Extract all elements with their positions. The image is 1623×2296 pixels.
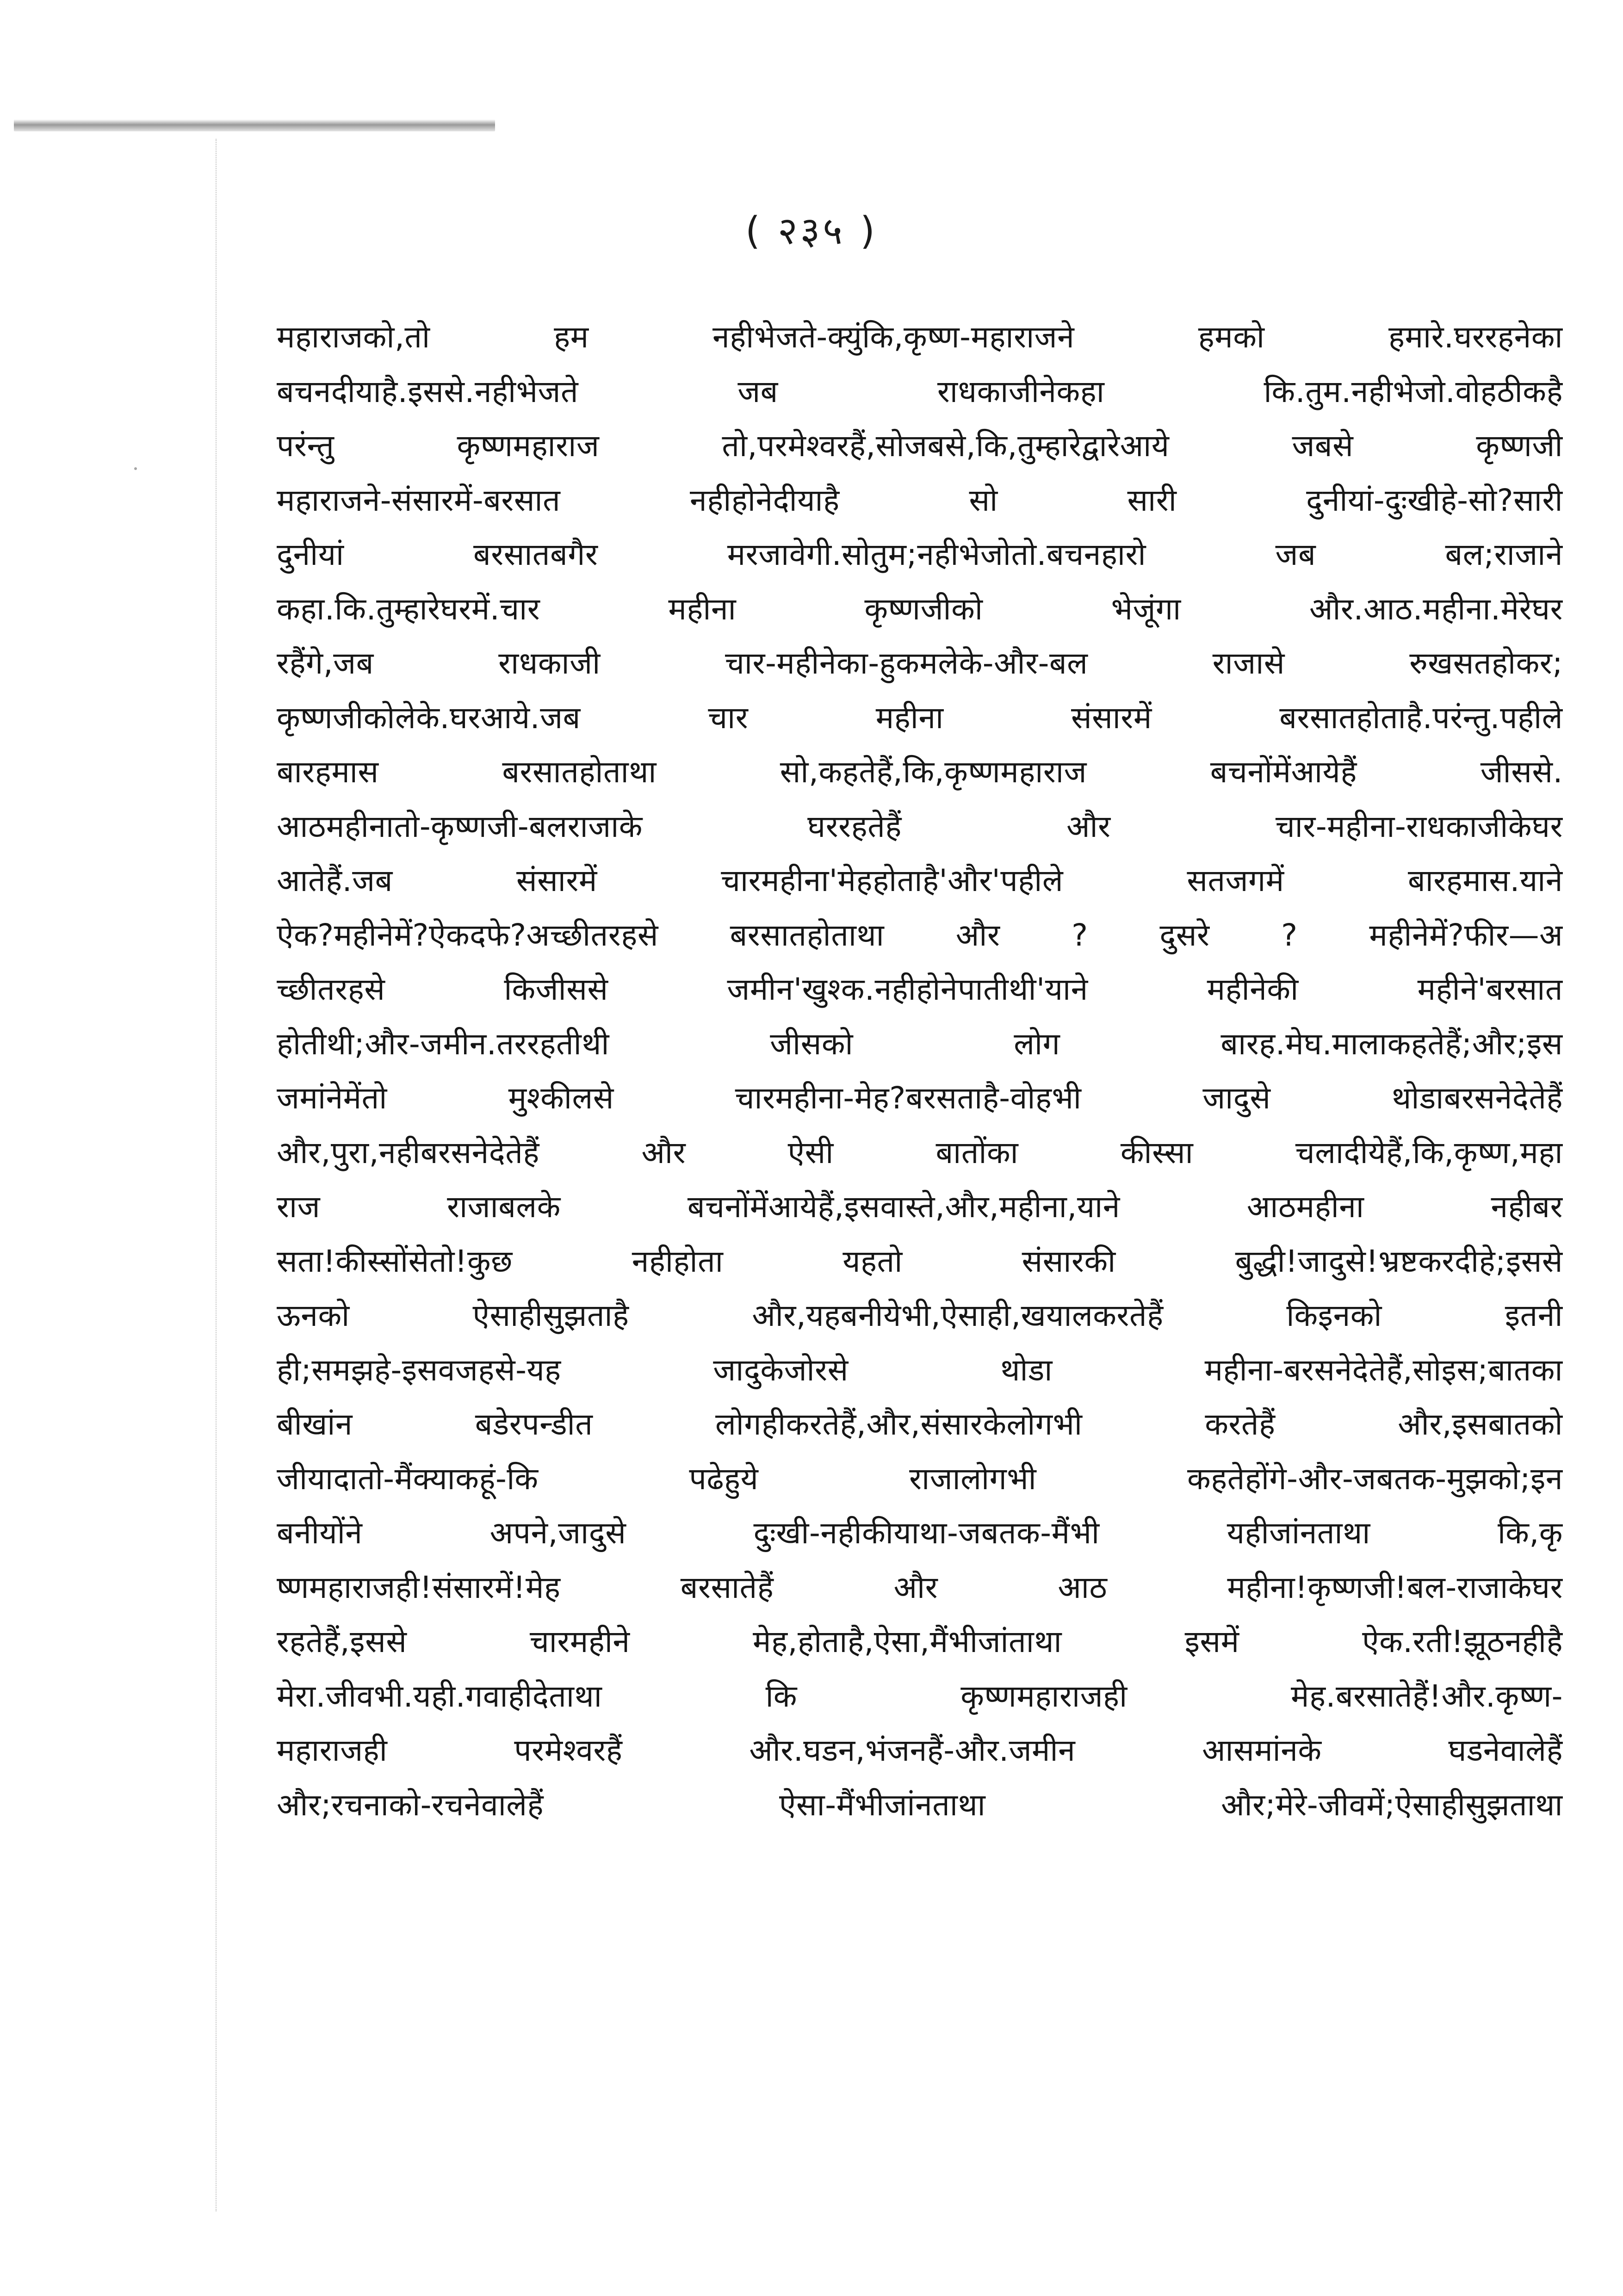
text-line: मेरा.जीवभी.यही.गवाहीदेताथा कि कृष्णमहाराजही मेह.बरसातेहैं!और.कृष्ण- [277, 1678, 1563, 1714]
text-line: जमांनेमेंतो मुश्कीलसे चारमहीना-मेह?बरसताहै-वोहभी जादुसे थोडाबरसनेदेतेहैं [277, 1080, 1563, 1116]
text-line: कहा.कि.तुम्हारेघरमें.चार महीना कृष्णजीको भेजूंगा और.आठ.महीना.मेरेघर [277, 591, 1563, 627]
text-line: महाराजको,तो हम नहीभेजते-क्युंकि,कृष्ण-महाराजने हमको हमारे.घररहनेका [277, 319, 1563, 355]
text-line: बारहमास बरसातहोताथा सो,कहतेहैं,कि,कृष्णमहाराज बचनोंमेंआयेहैं जीससे. [277, 754, 1563, 790]
text-line: जीयादातो-मैंक्याकहूं-कि पढेहुये राजालोगभी कहतेहोंगे-और-जबतक-मुझको;इन [277, 1461, 1563, 1497]
text-line: महाराजने-संसारमें-बरसात नहीहोनेदीयाहै सो सारी दुनीयां-दुःखीहे-सो?सारी [277, 482, 1563, 518]
text-line: और,पुरा,नहीबरसनेदेतेहैं और ऐसी बातोंका कीस्सा चलादीयेहैं,कि,कृष्ण,महा [277, 1134, 1563, 1170]
paper-speck [134, 467, 137, 470]
text-line: ष्णमहाराजही!संसारमें!मेह बरसातेहैं और आठ महीना!कृष्णजी!बल-राजाकेघर [277, 1569, 1563, 1605]
text-line: सता!कीस्सोंसेतो!कुछ नहीहोता यहतो संसारकी बुद्धी!जादुसे!भ्रष्टकरदीहे;इससे [277, 1243, 1563, 1279]
text-line: बीखांन बडेरपन्डीत लोगहीकरतेहैं,और,संसारकेलोगभी करतेहैं और,इसबातको [277, 1406, 1563, 1442]
text-line: होतीथी;और-जमीन.तररहतीथी जीसको लोग बारह.मेघ.मालाकहतेहैं;और;इस [277, 1026, 1563, 1062]
page-margin-line [216, 139, 217, 2211]
page-number: ( २३५ ) [745, 209, 878, 253]
scan-edge-shadow [14, 119, 495, 131]
text-line: दुनीयां बरसातबगैर मरजावेगी.सोतुम;नहीभेजोतो.बचनहारो जब बल;राजाने [277, 537, 1563, 572]
text-line: ही;समझहे-इसवजहसे-यह जादुकेजोरसे थोडा महीना-बरसनेदेतेहैं,सोइस;बातका [277, 1352, 1563, 1388]
text-line: और;रचनाको-रचनेवालेहैं ऐसा-मैंभीजांनताथा और;मेरे-जीवमें;ऐसाहीसुझताथा [277, 1787, 1563, 1823]
text-line: महाराजही परमेश्वरहैं और.घडन,भंजनहैं-और.जमीन आसमांनके घडनेवालेहैं [277, 1733, 1563, 1768]
text-line: ऊनको ऐसाहीसुझताहै और,यहबनीयेभी,ऐसाही,खयालकरतेहैं किइनको इतनी [277, 1298, 1563, 1333]
text-line: ऐक?महीनेमें?ऐकदफे?अच्छीतरहसे बरसातहोताथा और ? दुसरे ? महीनेमें?फीर—अ [277, 917, 1563, 953]
text-line: आठमहीनातो-कृष्णजी-बलराजाके घररहतेहैं और चार-महीना-राधकाजीकेघर [277, 808, 1563, 844]
text-line: च्छीतरहसे किजीससे जमीन'खुश्क.नहीहोनेपातीथी'याने महीनेकी महीने'बरसात [277, 972, 1563, 1007]
text-line: बचनदीयाहै.इससे.नहीभेजते जब राधकाजीनेकहा कि.तुम.नहीभेजो.वोहठीकहै [277, 373, 1563, 409]
page-body [277, 310, 1563, 1832]
text-line: रहतेहैं,इससे चारमहीने मेह,होताहै,ऐसा,मैंभीजांताथा इसमें ऐक.रती!झूठनहीहै [277, 1624, 1563, 1659]
text-line: आतेहैं.जब संसारमें चारमहीना'मेहहोताहै'और'पहीले सतजगमें बारहमास.याने [277, 863, 1563, 898]
text-line: परंन्तु कृष्णमहाराज तो,परमेश्वरहैं,सोजबसे,कि,तुम्हारेद्वारेआये जबसे कृष्णजी [277, 428, 1563, 464]
text-line: रहैंगे,जब राधकाजी चार-महीनेका-हुकमलेके-और-बल राजासे रुखसतहोकर; [277, 645, 1563, 681]
text-line: बनीयोंने अपने,जादुसे दुःखी-नहीकीयाथा-जबतक-मैंभी यहीजांनताथा कि,कृ [277, 1515, 1563, 1551]
text-line: कृष्णजीकोलेके.घरआये.जब चार महीना संसारमें बरसातहोताहै.परंन्तु.पहीले [277, 699, 1563, 736]
text-line: राज राजाबलके बचनोंमेंआयेहैं,इसवास्ते,और,महीना,याने आठमहीना नहीबर [277, 1189, 1563, 1225]
